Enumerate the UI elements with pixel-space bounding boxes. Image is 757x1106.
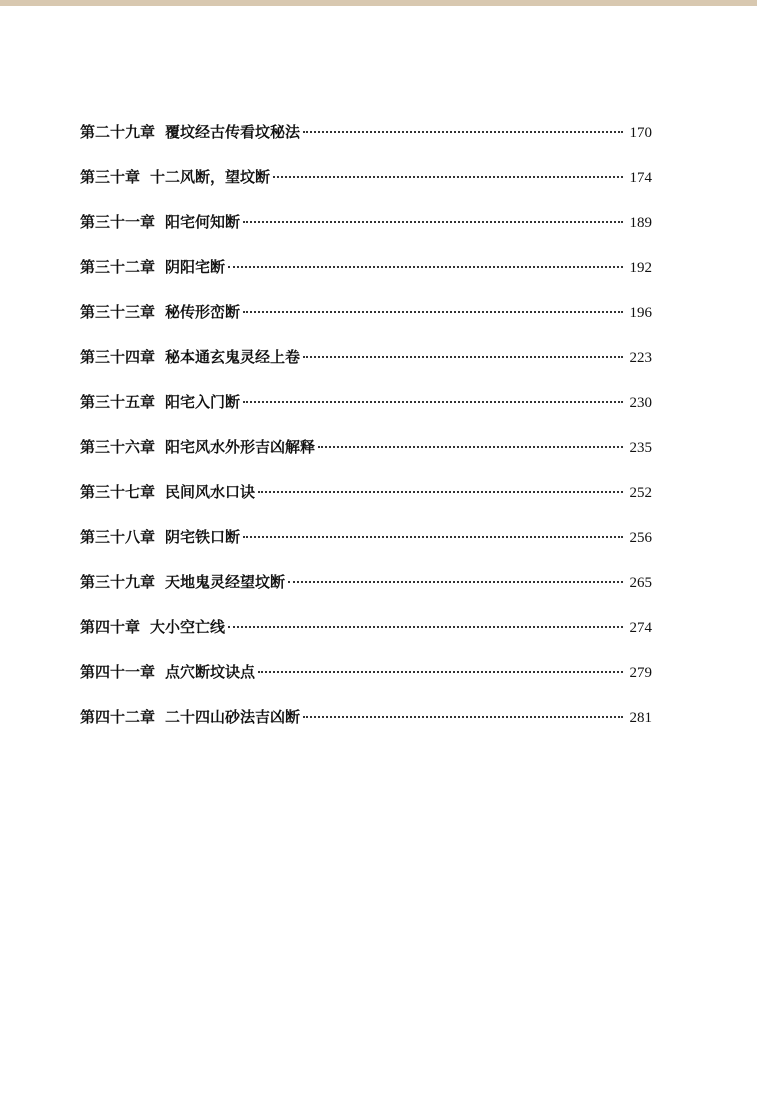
chapter-title: 阴阳宅断 xyxy=(165,258,226,276)
chapter-number: 第三十一章 xyxy=(80,213,156,231)
chapter-title: 天地鬼灵经望坟断 xyxy=(165,573,286,591)
chapter-number: 第二十九章 xyxy=(80,123,156,141)
page-number: 170 xyxy=(629,125,652,141)
chapter-number: 第四十一章 xyxy=(80,663,156,681)
chapter-number: 第三十七章 xyxy=(80,483,156,501)
chapter-number: 第三十三章 xyxy=(80,303,156,321)
chapter-title: 阳宅何知断 xyxy=(165,213,241,231)
toc-entry[interactable] xyxy=(80,121,652,166)
dot-leader xyxy=(258,491,623,493)
toc-entry[interactable] xyxy=(80,436,652,481)
page-number: 279 xyxy=(629,665,652,681)
chapter-title: 民间风水口诀 xyxy=(165,483,256,501)
page-number: 192 xyxy=(629,260,652,276)
page-number: 196 xyxy=(629,305,652,321)
dot-leader xyxy=(318,446,623,448)
dot-leader xyxy=(273,176,623,178)
page-number: 265 xyxy=(629,575,652,591)
dot-leader xyxy=(258,671,623,673)
page-number: 281 xyxy=(629,710,652,726)
chapter-title: 阳宅入门断 xyxy=(165,393,241,411)
dot-leader xyxy=(303,716,623,718)
page-number: 235 xyxy=(629,440,652,456)
toc-entry[interactable] xyxy=(80,211,652,256)
toc-entry[interactable] xyxy=(80,346,652,391)
dot-leader xyxy=(243,536,623,538)
page-number: 230 xyxy=(629,395,652,411)
chapter-title: 二十四山砂法吉凶断 xyxy=(165,708,301,726)
dot-leader xyxy=(243,401,623,403)
chapter-number: 第四十章 xyxy=(80,618,141,636)
chapter-number: 第三十八章 xyxy=(80,528,156,546)
dot-leader xyxy=(303,356,623,358)
toc-entry[interactable] xyxy=(80,706,652,751)
chapter-number: 第三十九章 xyxy=(80,573,156,591)
page-number: 223 xyxy=(629,350,652,366)
chapter-title: 覆坟经古传看坟秘法 xyxy=(165,123,301,141)
toc-entry[interactable] xyxy=(80,571,652,616)
page-top-border xyxy=(0,0,757,6)
toc-entry[interactable] xyxy=(80,166,652,211)
chapter-number: 第三十五章 xyxy=(80,393,156,411)
dot-leader xyxy=(228,266,623,268)
page-number: 256 xyxy=(629,530,652,546)
chapter-title: 十二风断，望坟断 xyxy=(150,168,271,186)
toc-entry[interactable] xyxy=(80,526,652,571)
toc-entry[interactable] xyxy=(80,391,652,436)
chapter-title: 秘本通玄鬼灵经上卷 xyxy=(165,348,301,366)
toc-entry[interactable] xyxy=(80,256,652,301)
chapter-number: 第三十六章 xyxy=(80,438,156,456)
dot-leader xyxy=(303,131,623,133)
chapter-title: 点穴断坟诀点 xyxy=(165,663,256,681)
chapter-number: 第三十二章 xyxy=(80,258,156,276)
dot-leader xyxy=(243,311,623,313)
chapter-title: 秘传形峦断 xyxy=(165,303,241,321)
chapter-title: 阳宅风水外形吉凶解释 xyxy=(165,438,316,456)
toc-entry[interactable] xyxy=(80,616,652,661)
toc-entry[interactable] xyxy=(80,481,652,526)
toc-entry[interactable] xyxy=(80,301,652,346)
chapter-title: 阴宅铁口断 xyxy=(165,528,241,546)
dot-leader xyxy=(288,581,623,583)
table-of-contents xyxy=(80,121,652,751)
page-number: 174 xyxy=(629,170,652,186)
chapter-number: 第四十二章 xyxy=(80,708,156,726)
chapter-number: 第三十章 xyxy=(80,168,141,186)
dot-leader xyxy=(243,221,623,223)
dot-leader xyxy=(228,626,623,628)
page-number: 189 xyxy=(629,215,652,231)
page-number: 252 xyxy=(629,485,652,501)
page-number: 274 xyxy=(629,620,652,636)
toc-entry[interactable] xyxy=(80,661,652,706)
chapter-title: 大小空亡线 xyxy=(150,618,226,636)
chapter-number: 第三十四章 xyxy=(80,348,156,366)
